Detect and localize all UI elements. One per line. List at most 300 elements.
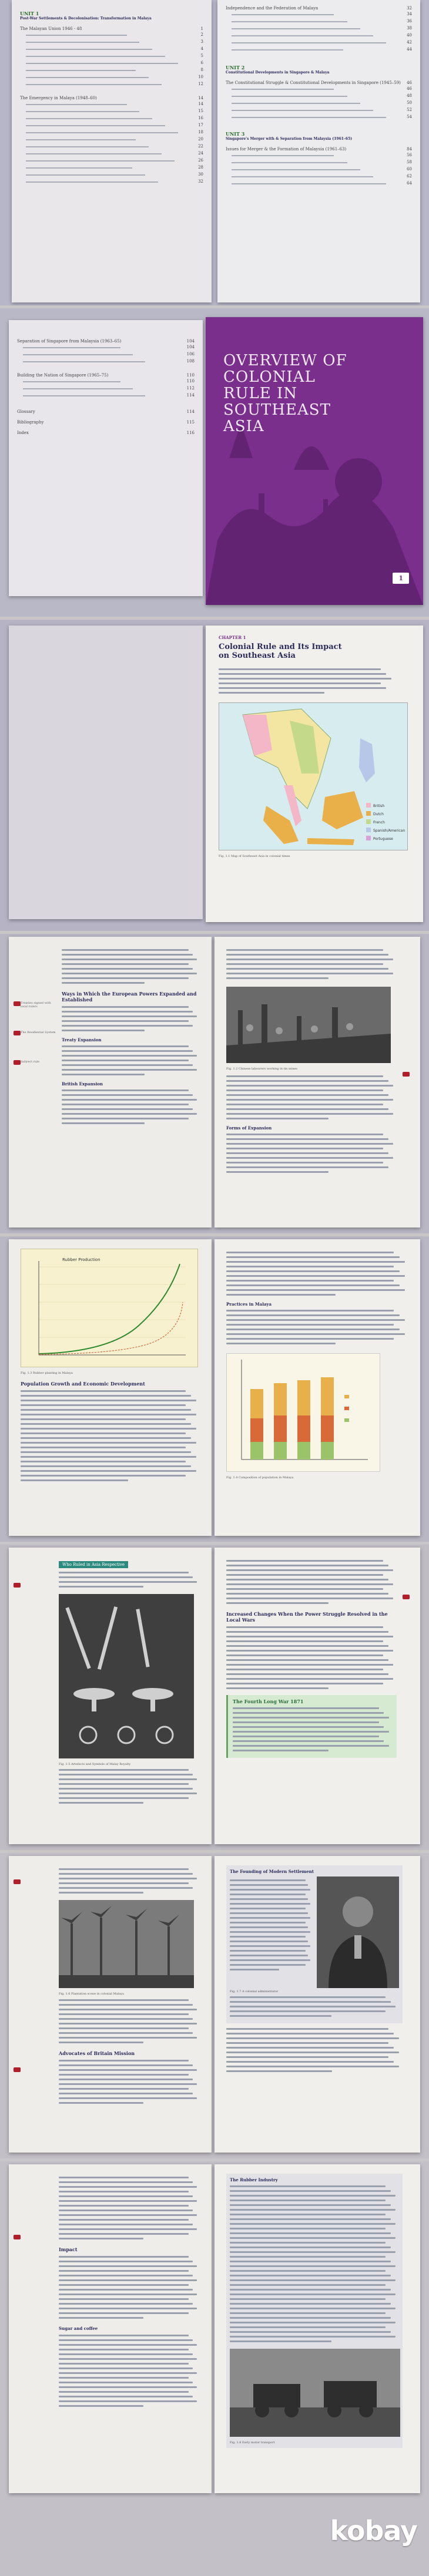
text-line	[226, 1678, 393, 1680]
text-line	[62, 1099, 197, 1101]
toc-row-page: 58	[407, 160, 412, 164]
rubber-industry-box	[226, 2174, 403, 2448]
toc-row-page: 60	[407, 167, 412, 171]
text-line	[230, 1945, 310, 1947]
toc-chapter-a-num: 1	[200, 26, 203, 31]
photo-toc-and-cover	[0, 308, 429, 617]
text-line	[21, 1395, 191, 1397]
text-line	[59, 1576, 193, 1578]
toc-index-num: 116	[186, 431, 195, 435]
photo-chapter-opener	[0, 620, 429, 931]
toc-row[interactable]	[226, 86, 412, 92]
text-line	[59, 2344, 197, 2346]
text-line	[59, 2396, 193, 2397]
toc-bibliography: Bibliography	[17, 420, 44, 425]
text-line	[230, 1912, 308, 1914]
toc-row-text	[23, 388, 133, 389]
text-line	[226, 1143, 393, 1145]
text-line	[62, 1069, 197, 1071]
text-line	[62, 1104, 189, 1105]
toc-row[interactable]	[226, 19, 412, 25]
plantation-caption: Fig. 1.6 Plantation scene in colonial Malaya	[59, 1992, 124, 1996]
text-line	[59, 2023, 197, 2025]
toc-final-lines-b	[17, 379, 195, 399]
spread4-left-lines-b	[59, 1769, 200, 1804]
spread4-right-lines-b	[226, 1626, 397, 1689]
text-line	[62, 1025, 193, 1027]
text-line	[59, 1802, 143, 1804]
toc-row[interactable]	[20, 158, 203, 164]
text-line	[226, 1631, 388, 1633]
toc-row[interactable]	[226, 33, 412, 39]
text-line	[62, 1015, 197, 1017]
text-line	[59, 2088, 189, 2090]
toc-row-text	[232, 28, 360, 29]
spread6-left-sub2: Sugar and coffee	[59, 2326, 98, 2331]
toc-row[interactable]	[20, 53, 203, 59]
text-line	[230, 2015, 331, 2017]
toc-row[interactable]	[20, 60, 203, 66]
toc-row[interactable]	[20, 116, 203, 122]
text-line	[230, 2242, 386, 2244]
text-line	[59, 2018, 193, 2020]
text-line	[59, 2349, 189, 2350]
text-line	[59, 2238, 143, 2239]
photo-toc-pages	[0, 0, 429, 305]
rubber-line-chart	[21, 1249, 198, 1367]
spread2-note2: The Residential System	[21, 1031, 56, 1034]
toc-row-text	[26, 125, 165, 126]
royalty-fig-caption: Fig. 1.5 Artefacts and Symbols of Malay Royalty	[59, 1763, 131, 1766]
text-line	[226, 1157, 393, 1159]
spread4-right-lines-c	[233, 1707, 392, 1751]
text-line	[59, 1882, 189, 1884]
text-line	[226, 1075, 383, 1077]
text-line	[62, 1006, 189, 1008]
spread2-right-page	[214, 937, 420, 1228]
text-line	[226, 1266, 394, 1267]
text-line	[59, 2317, 143, 2319]
cover-title: OVERVIEW OF COLONIAL RULE IN SOUTHEAST ASIA	[223, 352, 347, 435]
spread6-left-lines-c	[59, 2335, 200, 2407]
toc-left-lines-b	[20, 102, 203, 185]
text-line	[59, 1788, 193, 1790]
toc-row-page: 54	[407, 115, 412, 119]
text-line	[59, 2064, 193, 2066]
toc-row-text	[232, 42, 386, 43]
text-line	[233, 1707, 379, 1709]
text-line	[21, 1461, 186, 1462]
spread2-note-marker-3	[14, 1060, 21, 1065]
text-line	[62, 1118, 189, 1119]
toc-row[interactable]	[226, 26, 412, 32]
text-line	[226, 1650, 393, 1652]
text-line	[230, 2308, 396, 2309]
text-line	[62, 949, 189, 951]
text-line	[226, 1640, 383, 1642]
rubber-box-lines	[230, 2185, 399, 2342]
text-line	[226, 1583, 393, 1585]
toc-row[interactable]	[20, 46, 203, 52]
text-line	[226, 1569, 393, 1571]
text-line	[226, 1108, 388, 1110]
text-line	[59, 2405, 143, 2407]
toc-row[interactable]	[20, 179, 203, 185]
toc-section-b: The Constitutional Struggle & Constitutional Developments in Singapore (1945–59)	[226, 80, 401, 85]
toc-row[interactable]	[226, 93, 412, 99]
text-line	[21, 1390, 186, 1392]
text-line	[230, 2001, 391, 2003]
toc-row[interactable]	[226, 181, 412, 187]
toc-row[interactable]	[226, 40, 412, 46]
unit2-title: Constitutional Developments in Singapore & Malaya	[226, 70, 330, 75]
text-line	[230, 1922, 306, 1923]
toc-row[interactable]	[20, 123, 203, 129]
text-line	[226, 949, 383, 951]
toc-row[interactable]	[17, 345, 195, 351]
text-line	[226, 1152, 388, 1154]
text-line	[226, 977, 329, 979]
toc-final-section-b: Building the Nation of Singapore (1965–75)	[17, 373, 109, 378]
spread2-left-lines-d	[62, 1089, 200, 1124]
text-line	[21, 1423, 191, 1425]
text-line	[62, 963, 189, 965]
toc-row-page: 64	[407, 181, 412, 186]
spread2-left-sub2: British Expansion	[62, 1081, 103, 1087]
text-line	[59, 2097, 197, 2099]
toc-chapter-b-num: 14	[198, 96, 203, 100]
text-line	[230, 1941, 308, 1942]
toc-row[interactable]	[17, 352, 195, 358]
spread4-right-note-marker	[403, 1595, 410, 1599]
toc-row[interactable]	[20, 102, 203, 107]
text-line	[230, 1969, 279, 1970]
text-line	[230, 1908, 306, 1909]
bar-4	[321, 1377, 334, 1459]
toc-row[interactable]	[20, 39, 203, 45]
spread5-right-lines-b	[226, 2028, 403, 2072]
spread3-right-lines-b	[226, 1310, 408, 1344]
toc-final-section-b-num: 110	[186, 373, 195, 378]
chapter-opener-page	[206, 625, 423, 922]
toc-row-page: 50	[407, 100, 412, 105]
text-line	[59, 1873, 193, 1875]
text-line	[226, 1294, 336, 1296]
text-line	[219, 692, 324, 694]
text-line	[59, 2353, 193, 2355]
toc-row-text	[26, 174, 145, 176]
text-line	[230, 2214, 386, 2215]
text-line	[21, 1470, 196, 1472]
spread5-note-marker-1	[14, 1879, 21, 1884]
toc-row-page: 18	[198, 130, 203, 134]
toc-row-page: 32	[198, 179, 203, 184]
text-line	[59, 2074, 189, 2076]
text-line	[21, 1404, 186, 1406]
toc-row[interactable]	[226, 107, 412, 113]
kobay-watermark: kobay	[330, 2515, 417, 2547]
text-line	[230, 2326, 386, 2328]
unit1-title: Post-War Settlements & Decolonisation: Transformation in Malaya	[20, 16, 152, 21]
motor-transport-caption: Fig. 1.8 Early motor transport	[230, 2441, 275, 2444]
toc-right-lines-a	[226, 12, 412, 53]
spread5-left-sub1: Advocates of Britain Mission	[59, 2050, 135, 2056]
toc-row[interactable]	[226, 153, 412, 159]
toc-section-c: Issues for Merger & the Formation of Malaysia (1961–63)	[226, 147, 347, 152]
text-line	[59, 2060, 189, 2062]
text-line	[233, 1712, 384, 1714]
toc-glossary-num: 114	[186, 409, 195, 414]
toc-row-page: 8	[200, 68, 203, 72]
text-line	[230, 2289, 391, 2291]
text-line	[59, 1999, 189, 2001]
text-line	[226, 1104, 383, 1105]
toc-row-text	[232, 14, 334, 15]
bar-3	[297, 1380, 310, 1459]
toc-row-text	[26, 146, 149, 147]
text-line	[59, 1887, 193, 1889]
text-line	[59, 2042, 143, 2043]
text-line	[59, 2293, 197, 2295]
text-line	[226, 1669, 383, 1670]
text-line	[226, 1171, 329, 1173]
text-line	[59, 2219, 189, 2221]
toc-row[interactable]	[17, 393, 195, 399]
legend-label: Dutch	[373, 812, 384, 816]
text-line	[230, 2247, 391, 2248]
toc-row[interactable]	[226, 160, 412, 166]
toc-row-text	[26, 84, 162, 85]
toc-row[interactable]	[226, 12, 412, 18]
text-line	[62, 968, 193, 970]
text-line	[59, 2377, 189, 2379]
text-line	[226, 2037, 399, 2039]
long-war-box	[226, 1695, 397, 1758]
toc-row[interactable]	[20, 68, 203, 73]
text-line	[226, 1560, 383, 1562]
text-line	[226, 959, 393, 960]
text-line	[59, 2228, 197, 2230]
text-line	[226, 1099, 393, 1101]
population-chart-caption: Fig. 1.4 Composition of population in Malaya	[226, 1476, 294, 1479]
toc-row[interactable]	[17, 359, 195, 365]
toc-row-page: 48	[407, 93, 412, 98]
bar-1	[250, 1389, 263, 1459]
text-line	[59, 2224, 193, 2225]
spread5-right-page	[214, 1856, 420, 2153]
motor-transport-photo	[230, 2349, 400, 2437]
text-line	[59, 2279, 197, 2281]
text-line	[226, 1324, 394, 1326]
unit3-title: Singapore's Merger with & Separation from Malaysia (1961–65)	[226, 137, 353, 141]
toc-row[interactable]	[20, 75, 203, 80]
toc-row-text	[232, 103, 360, 104]
text-line	[226, 2061, 394, 2063]
legend-label: British	[373, 804, 385, 808]
text-line	[62, 1060, 189, 1061]
text-line	[21, 1479, 128, 1481]
text-line	[230, 1884, 308, 1886]
text-line	[226, 2066, 399, 2067]
text-line	[226, 1134, 383, 1135]
toc-row-text	[23, 361, 145, 362]
toc-row-page: 44	[407, 47, 412, 52]
toc-row-text	[26, 56, 165, 57]
text-line	[230, 2279, 396, 2281]
toc-row[interactable]	[226, 100, 412, 106]
toc-row-page: 22	[198, 144, 203, 149]
toc-row[interactable]	[20, 144, 203, 150]
toc-row-text	[232, 21, 347, 22]
text-line	[59, 2275, 193, 2276]
toc-row-text	[26, 167, 132, 169]
southeast-asia-map	[219, 702, 408, 850]
text-line	[59, 2339, 193, 2341]
toc-row-text	[26, 77, 149, 78]
text-line	[230, 2006, 396, 2007]
toc-row[interactable]	[226, 47, 412, 53]
spread4-left-page	[9, 1548, 212, 1844]
chapter-opener-blank-page	[9, 625, 203, 919]
legend-swatch	[366, 811, 371, 816]
spread5-note-marker-2	[14, 2067, 21, 2072]
toc-section-a: Independence and the Federation of Malaya	[226, 6, 319, 11]
cover-page-label: 1	[393, 573, 409, 584]
toc-row[interactable]	[20, 32, 203, 38]
text-line	[230, 2190, 391, 2192]
unit3-heading: UNIT 3	[226, 131, 245, 137]
text-line	[21, 1475, 186, 1477]
text-line	[226, 968, 388, 970]
text-line	[226, 1138, 388, 1140]
text-line	[59, 2186, 197, 2188]
text-line	[59, 2368, 193, 2369]
text-line	[62, 1074, 145, 1075]
text-line	[230, 1903, 310, 1905]
spread4-right-page	[214, 1548, 420, 1844]
toc-row[interactable]	[20, 151, 203, 157]
text-line	[230, 2228, 386, 2229]
rubber-chart-title: Rubber Production	[62, 1257, 100, 1262]
toc-row-page: 16	[198, 116, 203, 120]
text-line	[226, 1343, 336, 1344]
toc-row[interactable]	[20, 137, 203, 143]
text-line	[226, 1565, 388, 1566]
text-line	[59, 2303, 193, 2305]
text-line	[230, 2317, 391, 2319]
spread6-left-sub1: Impact	[59, 2247, 78, 2252]
text-line	[226, 954, 388, 956]
toc-row-page: 20	[198, 137, 203, 142]
text-line	[230, 1936, 306, 1938]
text-line	[62, 1011, 193, 1013]
text-line	[59, 2261, 193, 2262]
toc-index: Index	[17, 431, 29, 435]
text-line	[21, 1418, 186, 1420]
toc-row[interactable]	[20, 109, 203, 115]
text-line	[59, 2102, 143, 2104]
text-line	[230, 2331, 391, 2333]
text-line	[230, 1955, 308, 1956]
spread3-left-heading: Population Growth and Economic Development	[21, 1381, 145, 1387]
toc-row[interactable]	[226, 167, 412, 173]
text-line	[62, 982, 145, 984]
founding-box-title: The Founding of Modern Settlement	[230, 1869, 314, 1874]
text-line	[233, 1731, 389, 1733]
text-line	[230, 2223, 396, 2225]
toc-row-text	[232, 89, 334, 90]
toc-row[interactable]	[226, 115, 412, 120]
toc-row[interactable]	[226, 174, 412, 180]
text-line	[230, 2303, 391, 2305]
text-line	[226, 1574, 383, 1576]
text-line	[59, 2382, 193, 2383]
toc-right-page: Independence and the Federation of Malaya 32 34 36 38 40 42 44 UNIT 2 Constitutional Developments in Singapore & Malaya The Constitutional Struggle & Constitutional Developments in Singapore (1945–59) 46 46 48 50 52 54 UNIT 3 Singapore's Merger with & Separation from Malaysia (1961–65) Issues for Merger & the Formation of Malaysia (1961–63) 84 56 58 60 62 64	[217, 0, 420, 302]
text-line	[230, 2293, 396, 2295]
text-line	[59, 2009, 197, 2010]
text-line	[219, 678, 391, 680]
text-line	[59, 2210, 193, 2211]
toc-row[interactable]	[20, 82, 203, 88]
toc-row-text	[232, 96, 347, 97]
text-line	[230, 2298, 386, 2300]
text-line	[21, 1465, 191, 1467]
spread2-left-lines-c	[62, 1045, 200, 1075]
toc-left-page	[12, 0, 212, 302]
toc-row-text	[232, 183, 386, 184]
spread2-note-marker-2	[14, 1031, 21, 1035]
text-line	[226, 1636, 393, 1637]
toc-row-page: 26	[198, 158, 203, 163]
toc-row[interactable]	[20, 130, 203, 136]
text-line	[226, 1270, 400, 1272]
toc-row[interactable]	[20, 165, 203, 171]
toc-row[interactable]	[17, 386, 195, 392]
legend-swatch	[366, 836, 371, 840]
legend-label: Spanish/American	[373, 829, 405, 833]
text-line	[59, 2079, 193, 2080]
photo-spread-5	[0, 1853, 429, 2158]
spread6-left-lines-b	[59, 2256, 200, 2319]
java	[307, 838, 354, 845]
spread4-right-sub1: The Fourth Long War 1871	[233, 1699, 304, 1704]
text-line	[21, 1437, 191, 1439]
text-line	[233, 1736, 379, 1737]
toc-row-page: 28	[198, 165, 203, 170]
founding-box-lines	[230, 1876, 312, 1988]
rubber-fig-caption: Fig. 1.3 Rubber planting in Malaya	[21, 1371, 73, 1375]
spread2-left-heading: Ways in Which the European Powers Expanded and Established	[62, 991, 197, 1003]
toc-row-page: 36	[407, 19, 412, 23]
text-line	[226, 1289, 405, 1291]
text-line	[226, 1319, 405, 1321]
text-line	[230, 2204, 391, 2206]
text-line	[62, 1089, 189, 1091]
spread2-left-lines-b	[62, 1006, 200, 1031]
text-line	[230, 1931, 310, 1933]
text-line	[226, 2056, 388, 2058]
toc-row[interactable]	[20, 172, 203, 178]
toc-row[interactable]	[17, 379, 195, 385]
text-line	[59, 1793, 197, 1794]
toc-row-page: 6	[200, 60, 203, 65]
text-line	[59, 1892, 143, 1894]
text-line	[226, 973, 393, 974]
text-line	[226, 1654, 383, 1656]
toc-row-text	[232, 162, 347, 163]
text-line	[226, 1687, 329, 1689]
toc-chapter-a: The Malayan Union 1946 - 48	[20, 26, 82, 31]
